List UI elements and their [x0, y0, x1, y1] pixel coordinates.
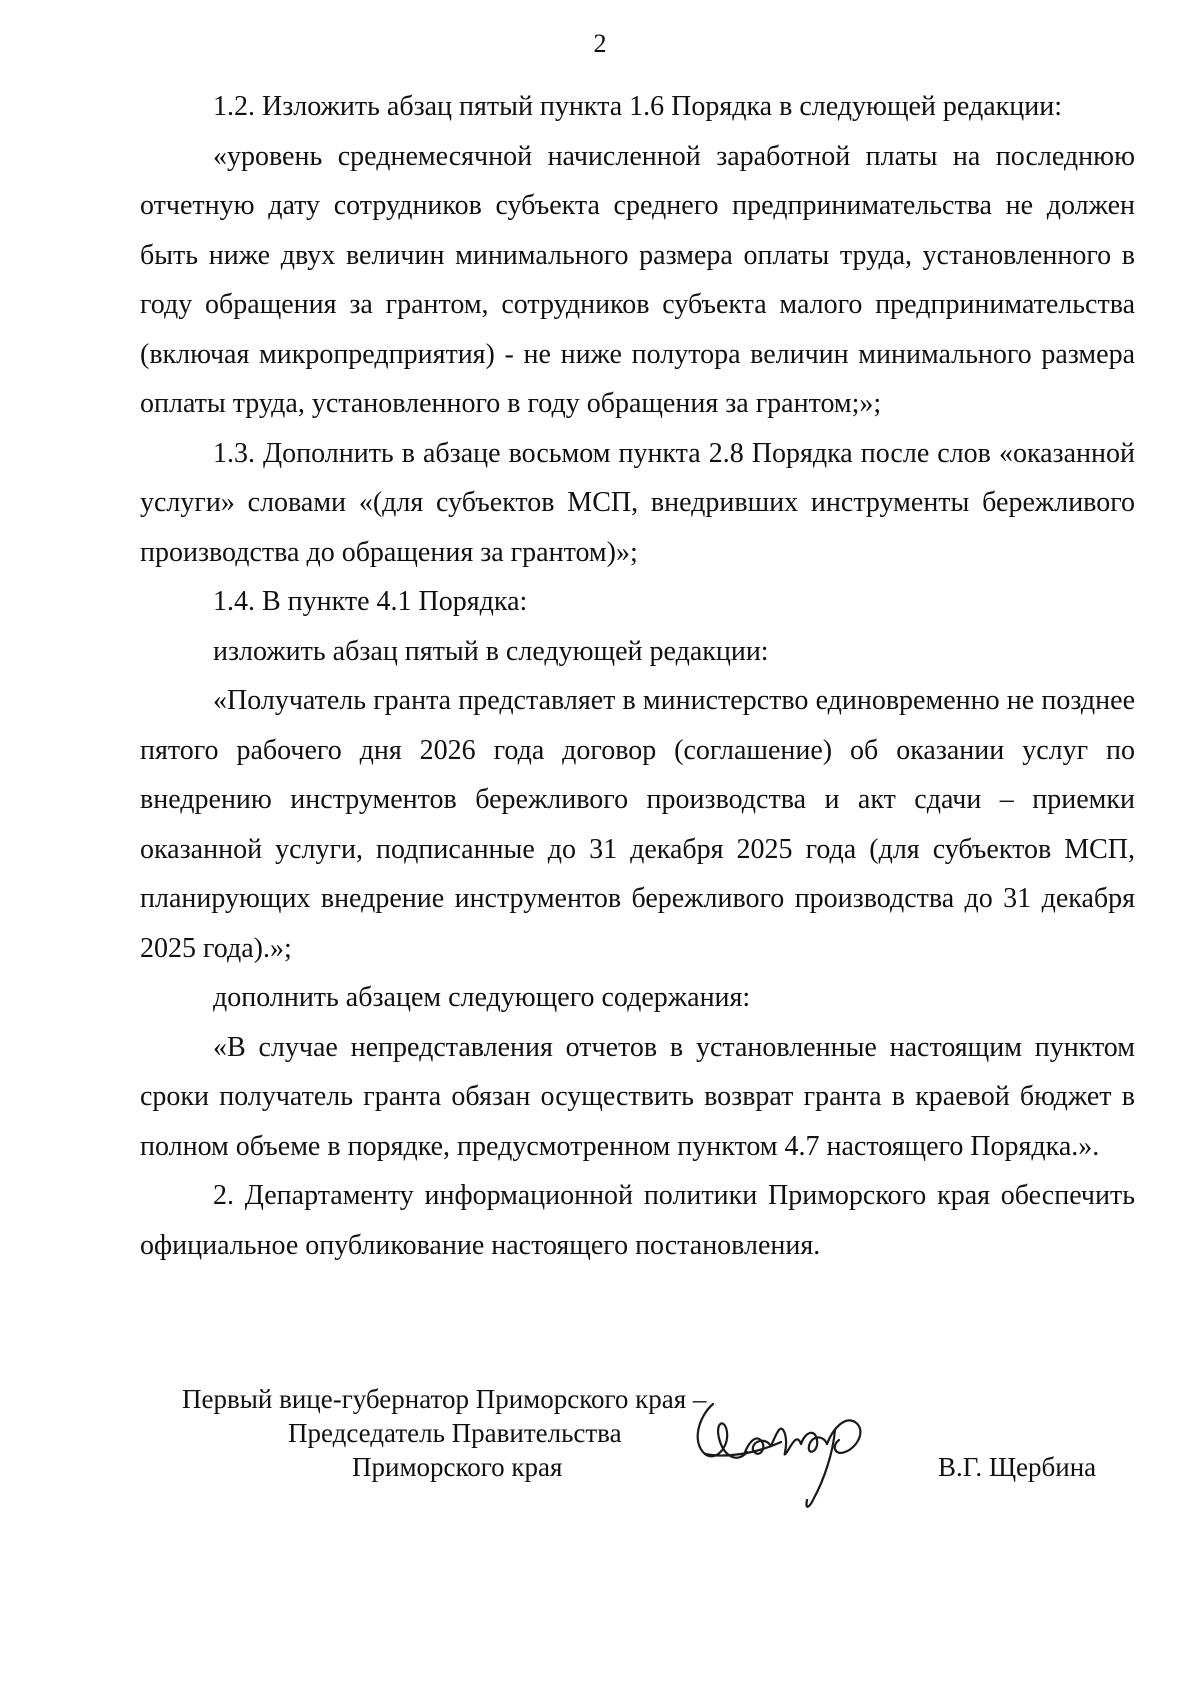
paragraph-2: 2. Департаменту информационной политики Приморского края обеспечить официальное опубликование настоящего постановления. — [140, 1180, 1135, 1261]
paragraph-1-4: 1.4. В пункте 4.1 Порядка: — [213, 586, 528, 617]
document-body — [140, 82, 1135, 1270]
handwritten-signature — [685, 1382, 900, 1522]
paragraph-1-4-addition: дополнить абзацем следующего содержания: — [213, 982, 751, 1013]
signatory-name: В.Г. Щербина — [938, 1452, 1097, 1482]
page-number: 2 — [593, 29, 607, 58]
paragraph-1-2: 1.2. Изложить абзац пятый пункта 1.6 Порядка в следующей редакции: — [213, 91, 1062, 122]
paragraph-1-4-intro: изложить абзац пятый в следующей редакции: — [213, 635, 769, 667]
signatory-position-line-3: Приморского края — [352, 1452, 563, 1482]
signatory-position-line-2: Председатель Правительства — [288, 1418, 622, 1448]
signatory-position-line-1: Первый вице-губернатор Приморского края – — [182, 1384, 707, 1414]
signature-block — [0, 1382, 1200, 1522]
paragraph-1-4-quote: «Получатель гранта представляет в министерство единовременно не позднее пятого рабочего дня 2026 года договор (соглашение) об оказании услуг по внедрению инструментов бережливого производства и акт сдачи – приемки оказанной услуги, подписанные до 31 декабря 2025 года (для субъектов МСП, планирующих внедрение инструментов бережливого производства до 31 декабря 2025 года).»; — [140, 685, 1135, 964]
paragraph-1-4-addition-quote: «В случае непредставления отчетов в установленные настоящим пунктом сроки получатель гранта обязан осуществить возврат гранта в краевой бюджет в полном объеме в порядке, предусмотренном пунктом 4.7 настоящего Порядка.». — [140, 1031, 1135, 1162]
paragraph-1-3: 1.3. Дополнить в абзаце восьмом пункта 2.8 Порядка после слов «оказанной услуги» словами «(для субъектов МСП, внедривших инструменты бережливого производства до обращения за грантом)»; — [140, 437, 1135, 568]
paragraph-1-2-quote: «уровень среднемесячной начисленной заработной платы на последнюю отчетную дату сотрудников субъекта среднего предпринимательства не должен быть ниже двух величин минимального размера оплаты труда, установленного в году обращения за грантом, сотрудников субъекта малого предпринимательства (включая микропредприятия) - не ниже полутора величин минимального размера оплаты труда, установленного в году обращения за грантом;»; — [140, 140, 1135, 419]
